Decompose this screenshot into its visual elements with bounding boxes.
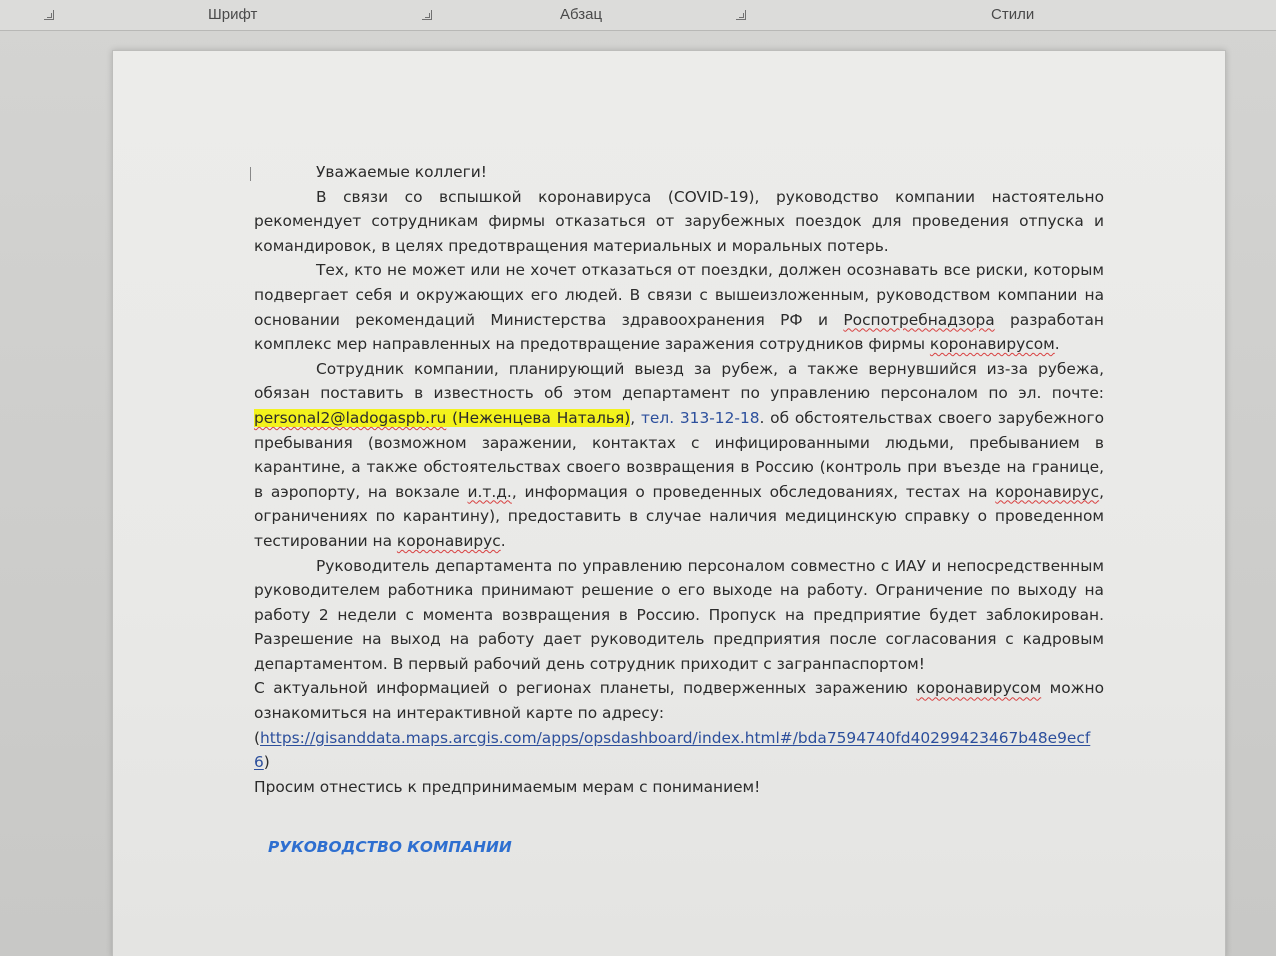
spelling-word-coronavirus-2: коронавирус xyxy=(995,482,1100,501)
spelling-word-rospotrebnadzor: Роспотребнадзора xyxy=(843,310,995,329)
paragraph-dialog-launcher-icon[interactable] xyxy=(736,10,746,20)
paragraph-map-info xyxy=(254,676,1104,774)
font-dialog-launcher-icon[interactable] xyxy=(422,10,432,20)
spelling-word-coronavirus-4: коронавирусом xyxy=(916,679,1042,698)
p3-text-e: . xyxy=(500,531,506,550)
greeting: Уважаемые коллеги! xyxy=(316,163,487,181)
p2-text-c: . xyxy=(1054,335,1060,354)
paragraph-covid-notice: В связи со вспышкой коронавируса (COVID-19), руководство компании настоятельно рекомендует сотрудникам фирмы отказаться от зарубежных поездок для проведения отпуска и командировок, в целях предотвращения материальных и моральных потерь. xyxy=(254,187,1104,255)
p3-text-b: . об обстоятельствах своего зарубежного пребывания (возможном заражении, контактах с инфицированными людьми, пребыванием в карантине, а также обстоятельствах своего возвращения в Россию (контроль при въезде на границе, в аэропорту, на вокзале xyxy=(254,408,1104,501)
paragraph-decision: Руководитель департамента по управлению персоналом совместно с ИАУ и непосредственным руководителем работника принимают решение о его выходе на работу. Ограничение по выходу на работу 2 недели с момента возвращения в Россию. Пропуск на предприятие будет заблокирован. Разрешение на выход на работу дает руководитель предприятия после согласования с кадровым департаментом. В первый рабочий день сотрудник приходит с загранпаспортом! xyxy=(254,556,1104,673)
ribbon-group-labels xyxy=(0,0,1276,31)
p3-text-a: Сотрудник компании, планирующий выезд за рубеж, а также вернувшийся из-за рубежа, обязан поставить в известность об этом департамент по управлению персоналом по эл. почте: xyxy=(254,359,1104,403)
ribbon-group-font: Шрифт xyxy=(208,6,258,23)
p5-text-b: можно ознакомиться на интерактивной карте по адресу: xyxy=(254,679,1105,723)
ribbon-group-styles: Стили xyxy=(991,6,1035,23)
paragraph-employee-duty xyxy=(254,357,1104,554)
phone-number: тел. 313-12-18 xyxy=(635,408,760,427)
p5-open-paren: ( xyxy=(254,728,261,747)
p2-text-a: Тех, кто не может или не хочет отказаться от поездки, должен осознавать все риски, которым подвергает себя и окружающих его людей. В связи с вышеизложенным, руководством компании на основании рекомендаций Министерства здравоохранения РФ и xyxy=(254,261,1104,329)
map-url-link[interactable]: https://gisanddata.maps.arcgis.com/apps/opsdashboard/index.html#/bda7594740fd40299423467b48e9ecf6 xyxy=(254,728,1091,772)
clipboard-dialog-launcher-icon[interactable] xyxy=(44,10,54,20)
p3-text-d: , ограничениях по карантину), предоставить в случае наличия медицинскую справку о проведенном тестировании на xyxy=(254,482,1104,550)
p3-text-c: , информация о проведенных обследованиях, тестах на xyxy=(511,482,996,501)
spelling-word-coronavirus-3: коронавирус xyxy=(396,531,501,550)
signature: РУКОВОДСТВО КОМПАНИИ xyxy=(268,838,512,857)
document-body[interactable] xyxy=(254,160,1104,860)
paragraph-risks xyxy=(254,258,1104,356)
contact-name: (Неженцева Наталья) xyxy=(446,408,631,427)
highlighted-contact xyxy=(254,409,630,427)
spelling-word-coronavirus: коронавирусом xyxy=(929,335,1055,354)
p5-text-a: С актуальной информацией о регионах планеты, подверженных заражению xyxy=(254,679,917,698)
spelling-word-itd: и.т.д. xyxy=(467,482,512,501)
p2-text-b: разработан комплекс мер направленных на предотвращение заражения сотрудников фирмы xyxy=(254,310,1104,354)
contact-comma: , xyxy=(630,408,636,427)
p5-close-paren: ) xyxy=(263,753,270,772)
ribbon-group-paragraph: Абзац xyxy=(560,6,603,23)
email-link[interactable]: personal2@ladogaspb.ru xyxy=(254,408,447,427)
text-cursor xyxy=(250,167,251,181)
paragraph-closing: Просим отнестись к предпринимаемым мерам с пониманием! xyxy=(254,777,761,796)
